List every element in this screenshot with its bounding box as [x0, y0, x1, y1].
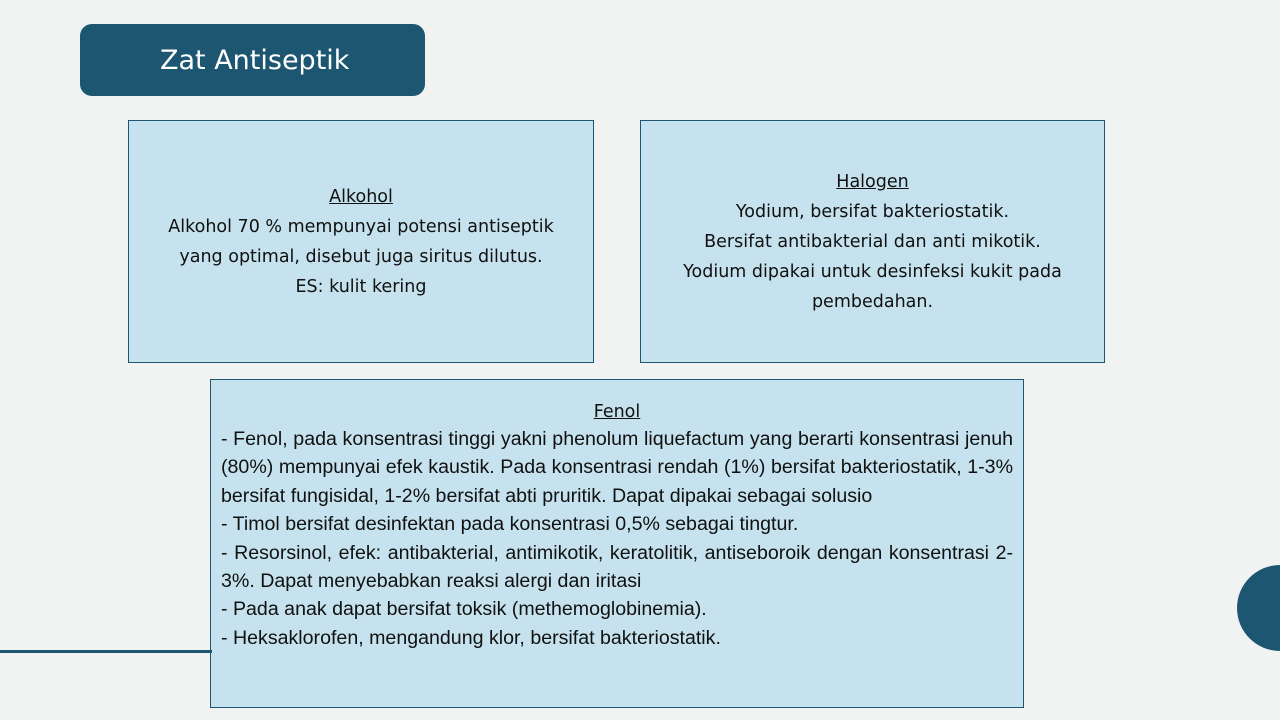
halogen-line: pembedahan. — [811, 291, 934, 312]
fenol-item: - Fenol, pada konsentrasi tinggi yakni phenolum liquefactum yang berarti konsentrasi jenuh (80%) mempunyai efek kaustik. Pada konsentrasi rendah (1%) bersifat bakteriostatik, 1-3% bersifat fungisidal, 1-2% bersifat abti pruritik. Dapat dipakai sebagai solusio — [221, 428, 1013, 507]
fenol-item: - Resorsinol, efek: antibakterial, antimikotik, keratolitik, antiseboroik dengan konsentrasi 2-3%. Dapat menyebabkan reaksi alergi dan iritasi — [221, 541, 1013, 593]
slide-title: Zat Antiseptik — [160, 44, 350, 76]
alkohol-line: yang optimal, disebut juga siritus dilutus. — [179, 246, 543, 267]
halogen-line: Bersifat antibakterial dan anti mikotik. — [704, 231, 1041, 252]
decorative-circle — [1237, 565, 1280, 651]
alkohol-card — [128, 120, 594, 363]
halogen-line: Yodium dipakai untuk desinfeksi kukit pada — [683, 261, 1062, 282]
halogen-line: Yodium, bersifat bakteriostatik. — [735, 201, 1010, 222]
fenol-item: - Timol bersifat desinfektan pada konsentrasi 0,5% sebagai tingtur. — [221, 513, 799, 536]
halogen-content — [641, 121, 1104, 362]
decorative-line — [0, 650, 212, 653]
fenol-item: - Heksaklorofen, mengandung klor, bersifat bakteriostatik. — [221, 626, 721, 649]
fenol-heading: Fenol — [593, 402, 641, 422]
slide-title-box — [80, 24, 425, 96]
halogen-heading: Halogen — [836, 171, 909, 192]
alkohol-heading: Alkohol — [329, 186, 393, 207]
fenol-item: - Pada anak dapat bersifat toksik (methemoglobinemia). — [221, 598, 707, 621]
alkohol-content — [129, 121, 593, 362]
fenol-card — [210, 379, 1024, 708]
alkohol-line: ES: kulit kering — [295, 276, 427, 297]
fenol-body — [211, 425, 1023, 652]
halogen-card — [640, 120, 1105, 363]
alkohol-line: Alkohol 70 % mempunyai potensi antiseptik — [168, 216, 554, 237]
